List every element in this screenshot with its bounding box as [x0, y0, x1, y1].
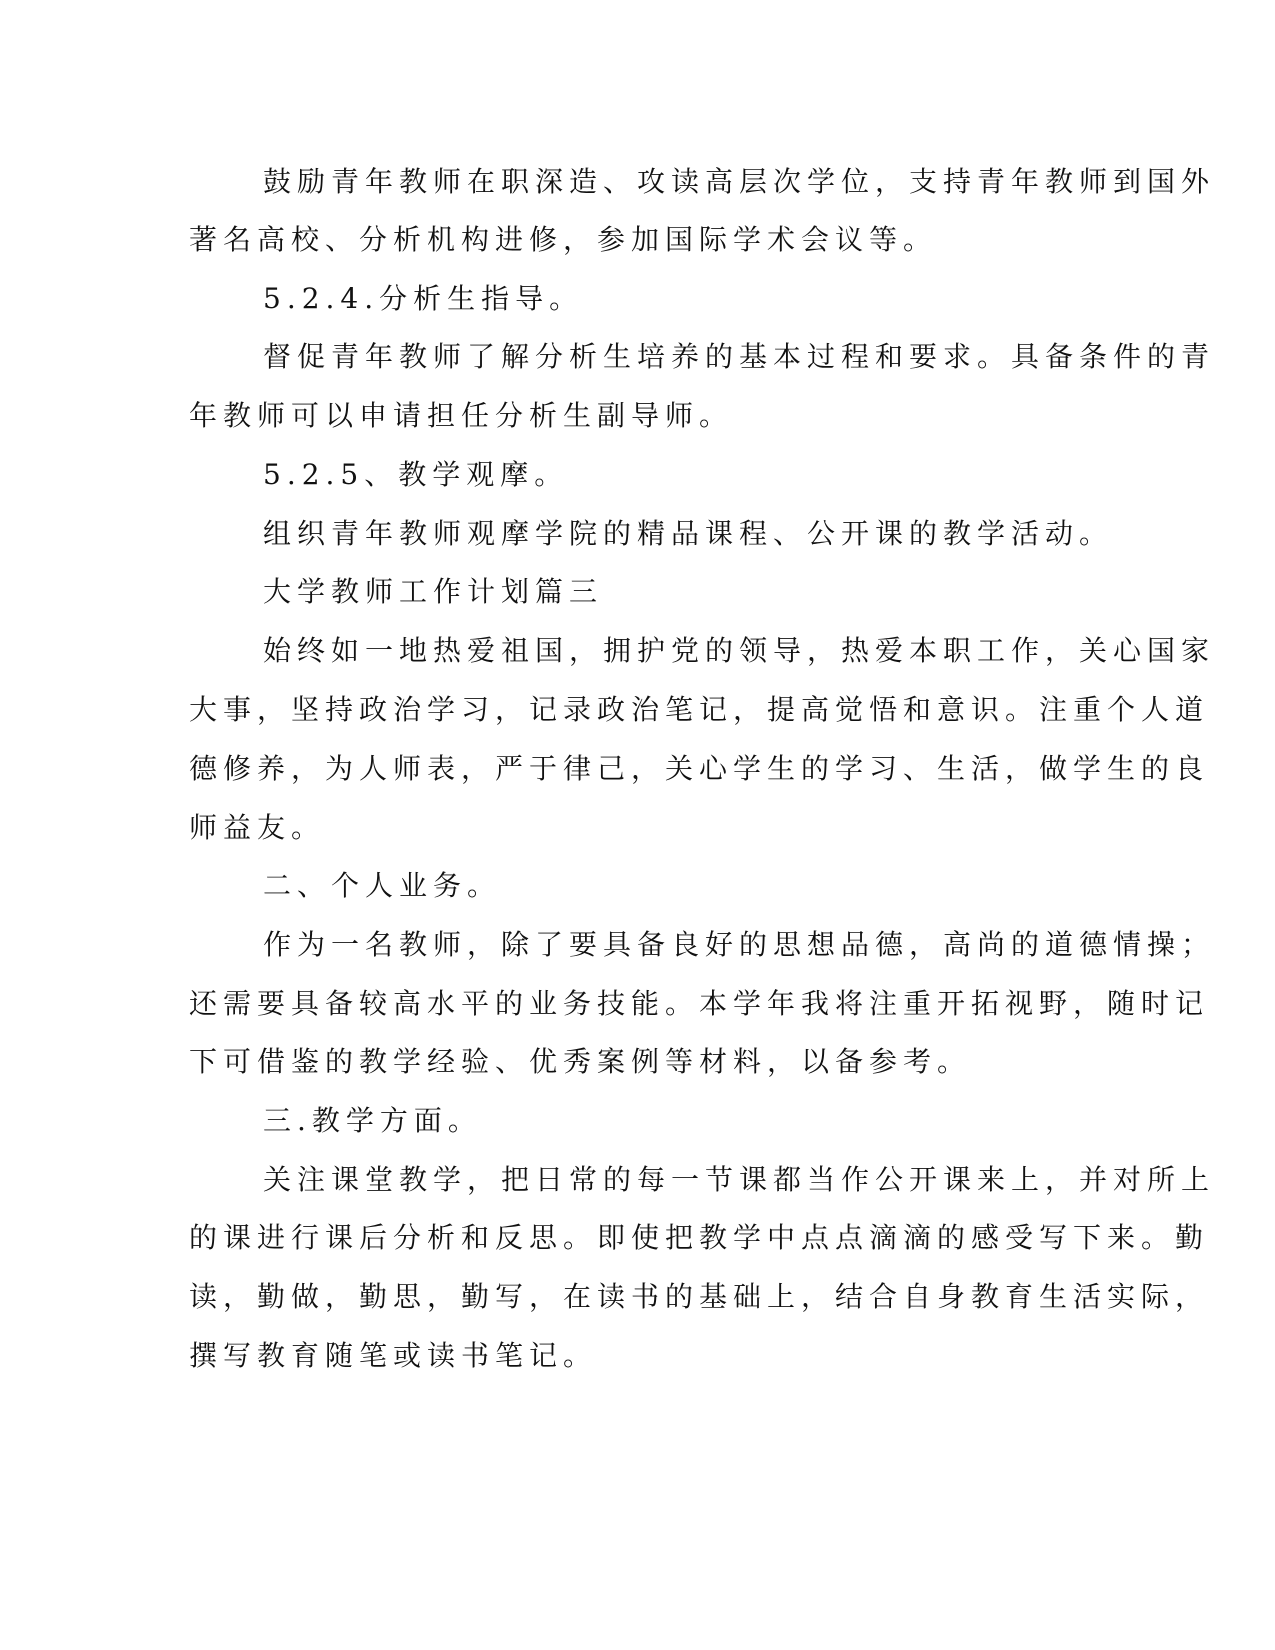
paragraph-line: 作为一名教师，除了要具备良好的思想品德，高尚的道德情操；: [263, 928, 1216, 961]
paragraph-line: 的课进行课后分析和反思。即使把教学中点点滴滴的感受写下来。勤: [189, 1221, 1210, 1254]
section-heading: 三.教学方面。: [263, 1104, 482, 1137]
section-heading: 5.2.5、教学观摩。: [263, 458, 569, 491]
paragraph-line: 大事，坚持政治学习，记录政治笔记，提高觉悟和意识。注重个人道: [189, 693, 1210, 726]
paragraph-line: 撰写教育随笔或读书笔记。: [189, 1339, 598, 1372]
paragraph-line: 下可借鉴的教学经验、优秀案例等材料，以备参考。: [189, 1045, 972, 1078]
section-heading: 5.2.4.分析生指导。: [263, 282, 584, 315]
paragraph-line: 年教师可以申请担任分析生副导师。: [189, 399, 734, 432]
paragraph-line: 著名高校、分析机构进修，参加国际学术会议等。: [189, 223, 938, 256]
section-heading: 二、个人业务。: [263, 869, 502, 902]
paragraph-line: 读，勤做，勤思，勤写，在读书的基础上，结合自身教育生活实际，: [189, 1280, 1210, 1313]
document-title: 大学教师工作计划篇三: [263, 575, 604, 608]
paragraph-line: 组织青年教师观摩学院的精品课程、公开课的教学活动。: [263, 517, 1114, 550]
paragraph-line: 师益友。: [189, 811, 326, 844]
paragraph-line: 关注课堂教学，把日常的每一节课都当作公开课来上，并对所上: [263, 1163, 1216, 1196]
paragraph-line: 鼓励青年教师在职深造、攻读高层次学位，支持青年教师到国外: [263, 165, 1216, 198]
paragraph-line: 督促青年教师了解分析生培养的基本过程和要求。具备条件的青: [263, 340, 1216, 373]
paragraph-line: 始终如一地热爱祖国，拥护党的领导，热爱本职工作，关心国家: [263, 634, 1216, 667]
paragraph-line: 还需要具备较高水平的业务技能。本学年我将注重开拓视野，随时记: [189, 987, 1210, 1020]
paragraph-line: 德修养，为人师表，严于律己，关心学生的学习、生活，做学生的良: [189, 752, 1210, 785]
